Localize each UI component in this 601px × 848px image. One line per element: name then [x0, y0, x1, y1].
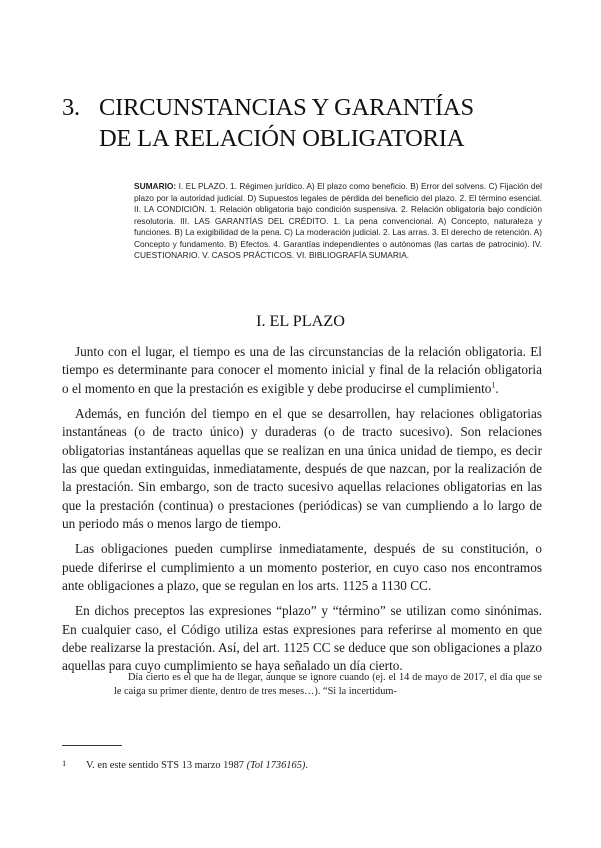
footnote-end: .: [305, 760, 308, 771]
summary-block: [134, 181, 542, 262]
footnote-divider: [62, 745, 122, 746]
section-heading: I. EL PLAZO: [256, 312, 345, 330]
paragraph-1-end: .: [495, 380, 499, 396]
chapter-title-line1: CIRCUNSTANCIAS Y GARANTÍAS: [99, 94, 474, 121]
footnote: [62, 757, 542, 772]
chapter-number: 3.: [62, 94, 80, 121]
chapter-title-line2: DE LA RELACIÓN OBLIGATORIA: [99, 125, 465, 152]
footnote-marker[interactable]: 1: [491, 380, 496, 390]
body-text: [62, 343, 542, 683]
summary-text: I. EL PLAZO. 1. Régimen jurídico. A) El plazo como beneficio. B) Error del solvens. C) Fijación del plazo por la autoridad judicial. D) Supuestos legales de pérdida del beneficio del plazo. 2. El término esencial. II. LA CONDICIÓN. 1. Relación obligatoria bajo condición suspensiva. 2. Relación obligatoria bajo condición resolutoria. III. LAS GARANTÍAS DEL CRÉDITO. 1. La pena convencional. A) Concepto, naturaleza y funciones. B) La exigibilidad de la pena. C) La moderación judicial. 2. Las arras. 3. El derecho de retención. A) Concepto y fundamento. B) Efectos. 4. Garantías independientes o autónomas (las cartas de patrocinio). IV. CUESTIONARIO. V. CASOS PRÁCTICOS. VI. BIBLIOGRAFÍA SUMARIA.: [134, 181, 542, 260]
summary-label: SUMARIO:: [134, 181, 177, 191]
paragraph-3: Las obligaciones pueden cumplirse inmediatamente, después de su constitución, o puede diferirse el cumplimiento a un momento posterior, en cuyo caso nos encontramos ante obligaciones a plazo, que se regulan en los arts. 1125 a 1130 CC.: [62, 541, 542, 593]
footnote-reference: (Tol 1736165): [246, 760, 306, 771]
footnote-text: V. en este sentido STS 13 marzo 1987: [86, 760, 247, 771]
paragraph-2: Además, en función del tiempo en el que se desarrollen, hay relaciones obligatorias instantáneas (o de tracto único) y duraderas (o de tracto sucesivo). Son relaciones obligatorias instantáneas aquellas que se realizan en una única unidad de tiempo, es decir las que quedan extinguidas, inmediatamente, después de que nazcan, por la realización de la prestación. Sin embargo, son de tracto sucesivo aquellas relaciones obligatorias en las que la prestación (continua) o prestaciones (periódicas) se van cumpliendo a lo largo de un periodo más o menos largo de tiempo.: [62, 406, 542, 531]
footnote-number: 1: [62, 758, 67, 768]
paragraph-4: En dichos preceptos las expresiones “plazo” y “término” se utilizan como sinónimas. En cualquier caso, el Código utiliza estas expresiones para referirse al momento en que debe realizarse la prestación. Así, del art. 1125 CC se deduce que son obligaciones a plazo aquellas para cuyo cumplimiento se haya señalado un día cierto.: [62, 603, 542, 674]
paragraph-1-text: Junto con el lugar, el tiempo es una de las circunstancias de la relación obligatoria. El tiempo es determinante para conocer el momento inicial y final de la relación obligatoria o el momento en que la prestación es exigible y debe producirse el cumplimiento: [62, 344, 542, 396]
quote-paragraph: Día cierto es el que ha de llegar, aunque se ignore cuando (ej. el 14 de mayo de 2017, el día que se le caiga su primer diente, dentro de tres meses…). “Si la incertidum-: [114, 672, 542, 698]
paragraph-1: [62, 343, 542, 398]
chapter-title: [62, 92, 474, 154]
